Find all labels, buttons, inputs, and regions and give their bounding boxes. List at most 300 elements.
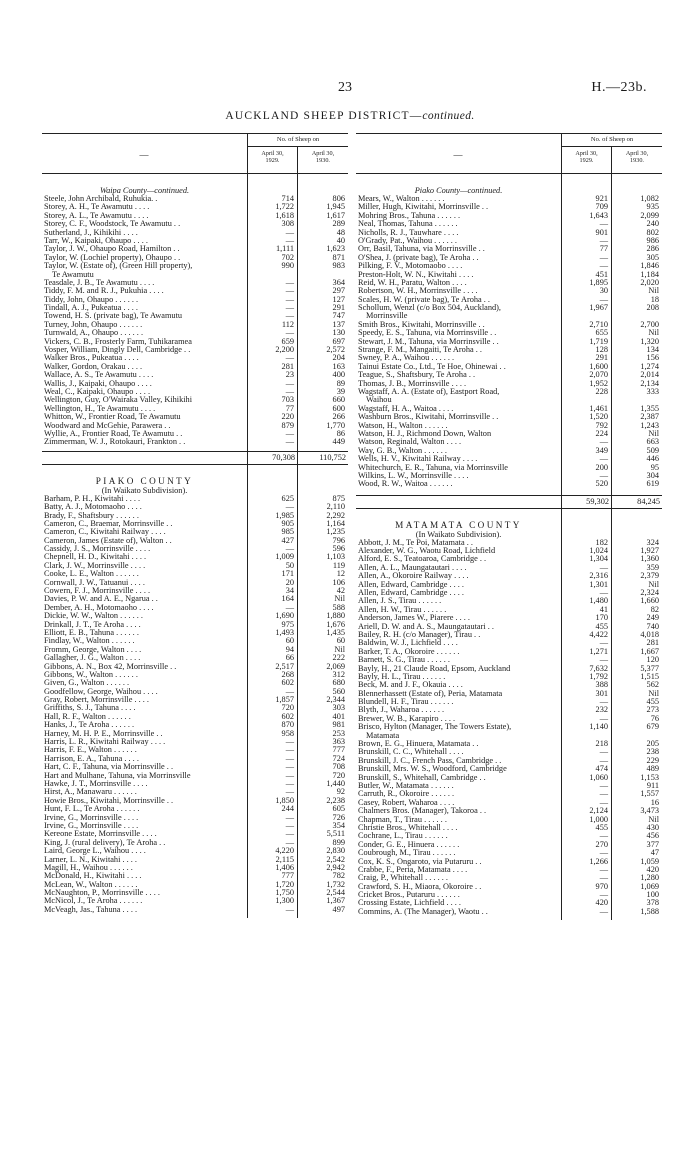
table-row xyxy=(42,321,348,329)
table-row xyxy=(356,363,662,371)
owner-name: Brunskill, C. C., Whitehall . . . . xyxy=(358,748,464,757)
sheep-1929: 901 xyxy=(595,227,608,237)
sheep-1929: 659 xyxy=(281,336,294,346)
owner-name: Wood, R. W., Waitoa . . . . . . xyxy=(358,480,453,489)
sheep-1929: — xyxy=(285,686,294,696)
table-row xyxy=(356,589,662,597)
owner-name: Davies, P. W. and A. E., Ngarua . . xyxy=(44,595,158,604)
sheep-count-label: No. of Sheep on xyxy=(561,134,662,147)
owner-name: Howie Bros., Kiwitahi, Morrinsville . . xyxy=(44,796,174,805)
sheep-1930: 204 xyxy=(332,353,345,363)
table-row xyxy=(42,562,348,570)
sheep-1929: — xyxy=(599,562,608,572)
sheep-1929: 625 xyxy=(281,493,294,503)
table-row xyxy=(356,748,662,756)
sheep-1929: 1,304 xyxy=(589,554,608,564)
table-row xyxy=(42,545,348,553)
owner-name: Cameron, James (Estate of), Walton . . xyxy=(44,536,172,545)
owner-name: Irvine, G., Morrinsville . . . . xyxy=(44,821,139,830)
sheep-1929: 232 xyxy=(595,705,608,715)
sheep-1929: — xyxy=(599,781,608,790)
column-header xyxy=(356,133,662,174)
table-row xyxy=(356,824,662,832)
owner-name: Cricket Bros., Putaruru . . . . . . xyxy=(358,891,460,900)
sheep-1930: 1,355 xyxy=(640,403,659,413)
table-row xyxy=(356,757,662,765)
sheep-1930: 240 xyxy=(646,219,659,229)
sheep-1929: 1,952 xyxy=(589,378,608,388)
sheep-1930: 708 xyxy=(332,762,345,772)
sheep-1929: 1,271 xyxy=(589,646,608,656)
owner-name: Hart and Mulhane, Tahuna, via Morrinsville xyxy=(44,771,191,780)
table-row xyxy=(356,388,662,396)
header-dash: — xyxy=(453,150,463,160)
sheep-1930: 489 xyxy=(646,764,659,774)
sheep-1930: 782 xyxy=(332,871,345,881)
owner-name: Brown, E. G., Hinuera, Matamata . . xyxy=(358,740,479,749)
sheep-1929: 94 xyxy=(285,644,294,654)
owner-name: Chapman, T., Tirau . . . . . . xyxy=(358,815,447,824)
sheep-1930: 2,099 xyxy=(640,210,659,220)
owner-name: Goodfellow, George, Waihou . . . . xyxy=(44,687,158,696)
sheep-1930: 281 xyxy=(646,638,659,648)
sheep-1929: 170 xyxy=(595,613,608,623)
table-row xyxy=(42,245,348,253)
sheep-1929: — xyxy=(285,502,294,512)
sheep-1930: 1,927 xyxy=(640,546,659,556)
table-row xyxy=(356,782,662,790)
table-row xyxy=(42,220,348,228)
table-row xyxy=(356,203,662,211)
sheep-1929: 1,024 xyxy=(589,546,608,556)
sheep-1929: — xyxy=(285,277,294,287)
sheep-1930: 297 xyxy=(332,286,345,296)
table-row xyxy=(42,822,348,830)
owner-name: Carruth, R., Okoroire . . . . . . xyxy=(358,790,455,799)
sheep-1929: 1,750 xyxy=(275,888,294,898)
owner-name: Reid, W. H., Paratu, Walton . . . . xyxy=(358,278,467,287)
sheep-1929: — xyxy=(599,294,608,304)
sheep-1930: 2,014 xyxy=(640,370,659,380)
table-row xyxy=(356,673,662,681)
table-row xyxy=(356,874,662,882)
table-row xyxy=(42,262,348,270)
owner-name: Brunskill, Mrs. W. S., Woodford, Cambridge xyxy=(358,765,507,774)
sheep-1930: 1,082 xyxy=(640,194,659,203)
sheep-1929: 60 xyxy=(285,636,294,646)
sheep-1930: 92 xyxy=(336,787,345,797)
owner-name: Walker, Gordon, Orakau . . . . xyxy=(44,362,143,371)
year-1930-label: April 30, 1930. xyxy=(611,147,662,173)
owner-name: Whitechurch, E. R., Tahuna, via Morrinsville xyxy=(358,463,508,472)
sheep-1929: — xyxy=(599,831,608,841)
sheep-1930: Nil xyxy=(648,688,659,698)
sheep-1929: 602 xyxy=(281,678,294,688)
section-heading: Piako County—continued. xyxy=(414,186,503,195)
piako-continued-rows xyxy=(356,195,662,489)
sheep-1930: 363 xyxy=(332,737,345,747)
sheep-1929: — xyxy=(599,797,608,807)
table-row xyxy=(356,229,662,237)
sheep-1930: 1,320 xyxy=(640,336,659,346)
sheep-1930: Nil xyxy=(648,286,659,296)
owner-name: Wells, H. V., Kiwitahi Railway . . . . xyxy=(358,455,478,464)
sheep-1929: 4,422 xyxy=(589,629,608,639)
table-row xyxy=(356,212,662,220)
owner-name: King, J. (rural delivery), Te Aroha . . xyxy=(44,838,166,847)
sheep-1930: 3,473 xyxy=(640,806,659,816)
sheep-1929: 182 xyxy=(595,537,608,547)
owner-name: Batty, A. J., Motomaoho . . . . xyxy=(44,503,142,512)
sheep-1930: 47 xyxy=(650,848,659,858)
sheep-1930: Nil xyxy=(648,579,659,589)
owner-name: Cameron, C., Kiwitahi Railway . . . . xyxy=(44,528,166,537)
sheep-1929: 420 xyxy=(595,898,608,908)
sheep-1930: 238 xyxy=(646,747,659,757)
sheep-1929: 220 xyxy=(281,412,294,422)
sheep-1929: — xyxy=(285,904,294,914)
table-row xyxy=(356,597,662,605)
sheep-1930: 364 xyxy=(332,277,345,287)
sheep-1929: 455 xyxy=(595,822,608,832)
sheep-1929: — xyxy=(285,227,294,237)
total-1929: 70,308 xyxy=(272,452,295,462)
sheep-1930: 981 xyxy=(332,720,345,730)
owner-name: Alexander, W. G., Waotu Road, Lichfield xyxy=(358,547,496,556)
owner-name: Taylor, W. (Estate of), (Green Hill property), xyxy=(44,262,193,271)
table-row xyxy=(356,338,662,346)
sheep-1929: — xyxy=(285,829,294,839)
sheep-1930: 208 xyxy=(646,303,659,313)
sheep-1929: 2,124 xyxy=(589,806,608,816)
sheep-1929: 224 xyxy=(595,428,608,438)
sheep-1930: 596 xyxy=(332,544,345,554)
owner-name: Turney, John, Ohaupo . . . . . . xyxy=(44,320,143,329)
owner-name: Irvine, G., Morrinsville . . . . xyxy=(44,813,139,822)
sheep-1930: 680 xyxy=(332,678,345,688)
sheep-1929: 2,115 xyxy=(275,854,294,864)
table-row-continuation xyxy=(42,271,348,279)
sheep-1930: 18 xyxy=(650,294,659,304)
owner-name: Kereone Estate, Morrinsville . . . . xyxy=(44,830,157,839)
sheep-1930: 324 xyxy=(646,537,659,547)
sheep-1930: 619 xyxy=(646,479,659,489)
sheep-1930: 560 xyxy=(332,686,345,696)
table-row xyxy=(42,380,348,388)
table-row xyxy=(356,631,662,639)
table-row xyxy=(356,262,662,270)
table-row xyxy=(42,814,348,822)
table-row xyxy=(42,329,348,337)
owner-name: Walker Bros., Pukeatua . . . . xyxy=(44,354,139,363)
owner-name: McVeagh, Jas., Tahuna . . . . xyxy=(44,905,138,914)
sheep-1930: 378 xyxy=(646,898,659,908)
table-row xyxy=(42,430,348,438)
sheep-1930: 2,542 xyxy=(326,854,345,864)
table-row xyxy=(42,405,348,413)
sheep-1930: 2,292 xyxy=(326,510,345,520)
owner-name: Swney, P. A., Waihou . . . . . . xyxy=(358,354,455,363)
sheep-1930: 2,379 xyxy=(640,571,659,581)
table-row xyxy=(42,629,348,637)
owner-name: Cowern, F. J., Morrinsville . . . . xyxy=(44,587,151,596)
owner-name: Griffiths, S. J., Tahuna . . . . xyxy=(44,704,136,713)
table-row xyxy=(356,891,662,899)
sheep-1930: 455 xyxy=(646,697,659,707)
table-row xyxy=(356,706,662,714)
table-row xyxy=(42,755,348,763)
table-row xyxy=(356,195,662,203)
table-row xyxy=(42,396,348,404)
sheep-1930: Nil xyxy=(648,814,659,824)
sheep-1929: 777 xyxy=(281,871,294,881)
table-row xyxy=(356,564,662,572)
sheep-1930: 286 xyxy=(646,244,659,254)
table-row xyxy=(356,648,662,656)
sheep-1930: 1,557 xyxy=(640,789,659,799)
sheep-1929: 1,406 xyxy=(275,862,294,872)
owner-name: Commins, A. (The Manager), Waotu . . xyxy=(358,907,488,916)
table-row xyxy=(356,413,662,421)
table-row xyxy=(356,555,662,563)
sheep-1929: — xyxy=(285,311,294,321)
sheep-1929: 1,618 xyxy=(275,210,294,220)
owner-name: Mears, W., Walton . . . . . . xyxy=(358,195,445,203)
sheep-1930: 1,235 xyxy=(326,527,345,537)
sheep-1930: 377 xyxy=(646,839,659,849)
sheep-1929: 1,967 xyxy=(589,303,608,313)
owner-name: Brunskill, J. C., French Pass, Cambridge . . xyxy=(358,756,502,765)
year-1929-label: April 30, 1929. xyxy=(561,147,611,173)
table-row xyxy=(356,287,662,295)
owner-name: Dember, A. H., Motomaoho . . . . xyxy=(44,603,154,612)
sheep-1929: 388 xyxy=(595,680,608,690)
sheep-1930: 134 xyxy=(646,345,659,355)
table-row xyxy=(42,520,348,528)
sheep-1929: 985 xyxy=(281,527,294,537)
sheep-1929: 1,493 xyxy=(275,627,294,637)
waipa-section xyxy=(42,174,348,451)
sheep-1929: — xyxy=(599,252,608,262)
sheep-1930: 304 xyxy=(646,470,659,480)
sheep-1929: 301 xyxy=(595,688,608,698)
owner-name: Hunt, F. L., Te Aroha . . . . . . xyxy=(44,805,140,814)
owner-name: McNaughton, P., Morrinsville . . . . xyxy=(44,889,160,898)
sheep-1930: 312 xyxy=(332,669,345,679)
table-row xyxy=(356,740,662,748)
table-row xyxy=(42,688,348,696)
owner-name: Morrinsville xyxy=(366,312,408,321)
sheep-1930: 1,770 xyxy=(326,420,345,430)
sheep-1930: 120 xyxy=(646,655,659,665)
table-row xyxy=(356,430,662,438)
sheep-1930: 1,440 xyxy=(326,779,345,788)
table-row xyxy=(356,690,662,698)
table-row xyxy=(42,856,348,864)
sheep-1929: 268 xyxy=(281,669,294,679)
sheep-1929: — xyxy=(599,454,608,464)
owner-name: Cameron, C., Braemar, Morrinsville . . xyxy=(44,519,173,528)
sheep-1930: 1,103 xyxy=(326,552,345,562)
owner-name: Bailey, R. H. (c/o Manager), Tirau . . xyxy=(358,630,481,639)
sheep-1930: 1,164 xyxy=(326,518,345,528)
owner-name: O'Grady, Pat., Waihou . . . . . . xyxy=(358,236,457,245)
owner-name: Allen, H. W., Tirau . . . . . . xyxy=(358,605,447,614)
sheep-1929: — xyxy=(599,697,608,707)
sheep-1930: 720 xyxy=(332,770,345,780)
sheep-1929: 474 xyxy=(595,764,608,774)
owner-name: Drinkall, J. T., Te Aroha . . . . xyxy=(44,620,141,629)
sheep-1930: 2,238 xyxy=(326,795,345,805)
table-row xyxy=(42,621,348,629)
owner-name: McDonald, H., Kiwitahi . . . . xyxy=(44,872,142,881)
owner-name: Cassidy, J. S., Morrinsville . . . . xyxy=(44,545,151,554)
sheep-1930: 5,511 xyxy=(326,829,345,839)
owner-name: Bayly, H. L., Tirau . . . . . . xyxy=(358,672,446,681)
owner-name: Allen, A. L., Maungatautari . . . . xyxy=(358,563,467,572)
sheep-1930: 911 xyxy=(646,781,659,790)
sheep-1930: 12 xyxy=(336,569,345,579)
owner-name: Christie Bros., Whitehall . . . . xyxy=(358,823,458,832)
owner-name: Conder, G. E., Hinuera . . . . . . xyxy=(358,840,460,849)
sheep-1930: 16 xyxy=(650,797,659,807)
sheep-1930: 106 xyxy=(332,577,345,587)
sheep-1929: — xyxy=(599,873,608,883)
sheep-1930: 1,069 xyxy=(640,881,659,891)
owner-name: Alford, E. S., Teatoaroa, Cambridge . . xyxy=(358,555,487,564)
sheep-1930: 1,274 xyxy=(640,361,659,371)
table-row xyxy=(356,304,662,312)
owner-name: Pilking, F. V., Motomaobo . . . . xyxy=(358,262,463,271)
table-row xyxy=(356,447,662,455)
sheep-1929: — xyxy=(285,602,294,612)
sheep-1929: 50 xyxy=(285,560,294,570)
sheep-1930: 82 xyxy=(650,604,659,614)
owner-name: Gibbons, W., Walton . . . . . . xyxy=(44,670,138,679)
owner-name: Taylor, W. (Lochiel property), Ohaupo . . xyxy=(44,253,181,262)
sheep-1930: 420 xyxy=(646,864,659,874)
owner-name: Whitton, W., Frontier Road, Te Awamutu xyxy=(44,413,181,422)
table-row xyxy=(356,296,662,304)
owner-name: Wallace, A. S., Te Awamutu . . . . xyxy=(44,371,154,380)
sheep-1930: 2,324 xyxy=(640,588,659,598)
sheep-1929: 171 xyxy=(281,569,294,579)
owner-name: Gallagher, J. G., Walton . . . . xyxy=(44,654,141,663)
year-1930-label: April 30, 1930. xyxy=(297,147,348,173)
sheep-1929: 905 xyxy=(281,518,294,528)
owner-name: Laird, George L., Waihou . . . . xyxy=(44,847,146,856)
sheep-1930: 289 xyxy=(332,219,345,229)
total-1929: 59,302 xyxy=(586,496,609,506)
table-row xyxy=(42,503,348,511)
owner-name: Harrison, E. A., Tahuna . . . . xyxy=(44,754,139,763)
owner-name: Allen, A., Okoroire Railway . . . . xyxy=(358,572,469,581)
sheep-1930: 303 xyxy=(332,703,345,713)
sheep-1929: — xyxy=(599,235,608,245)
table-row xyxy=(356,899,662,907)
sheep-1930: 137 xyxy=(332,319,345,329)
owner-name: Taylor, J. W., Ohaupo Road, Hamilton . . xyxy=(44,245,180,254)
sheep-1930: 5,377 xyxy=(640,663,659,673)
owner-name: Thomas, J. B., Morrinsville . . . . xyxy=(358,379,467,388)
owner-name: Barnett, S. G., Tirau . . . . . . xyxy=(358,656,450,665)
sheep-1929: 7,632 xyxy=(589,663,608,673)
owner-name: Chalmers Bros. (Manager), Takoroa . . xyxy=(358,807,487,816)
sheep-1930: 163 xyxy=(332,361,345,371)
sheep-1930: 1,660 xyxy=(640,596,659,606)
sheep-1929: 1,000 xyxy=(589,814,608,824)
sheep-1930: 605 xyxy=(332,804,345,814)
section-heading: Waipa County—continued. xyxy=(99,186,190,195)
owner-name: Wellington, H., Te Awamutu . . . . xyxy=(44,404,156,413)
sheep-1930: 446 xyxy=(646,454,659,464)
sheep-1929: 1,520 xyxy=(589,412,608,422)
sheep-1929: 792 xyxy=(595,420,608,430)
sheep-1929: 1,720 xyxy=(275,879,294,889)
sheep-1930: 76 xyxy=(650,713,659,723)
sheep-1929: 714 xyxy=(281,194,294,203)
sheep-1929: 112 xyxy=(281,319,294,329)
sheep-1929: — xyxy=(599,713,608,723)
sheep-1929: 1,480 xyxy=(589,596,608,606)
sheep-1930: 935 xyxy=(646,202,659,212)
piako-rows xyxy=(42,495,348,915)
table-row xyxy=(356,237,662,245)
owner-name: Wilkins, L. W., Morrinsville . . . . xyxy=(358,471,469,480)
owner-name: Vosper, William, Dingly Dell, Cambridge . . xyxy=(44,346,191,355)
sheep-1930: 2,942 xyxy=(326,862,345,872)
sheep-1930: 89 xyxy=(336,378,345,388)
table-row xyxy=(356,614,662,622)
sheep-1929: 23 xyxy=(285,370,294,380)
sheep-1929: 41 xyxy=(599,604,608,614)
table-row xyxy=(356,606,662,614)
sheep-1929: — xyxy=(599,747,608,757)
sheep-1930: 724 xyxy=(332,753,345,763)
sheep-1929: 870 xyxy=(281,720,294,730)
table-row xyxy=(356,547,662,555)
sheep-1930: 401 xyxy=(332,711,345,721)
sheep-1930: 899 xyxy=(332,837,345,847)
table-row xyxy=(42,730,348,738)
sheep-1930: 60 xyxy=(336,636,345,646)
owner-name: Crabbe, F., Peria, Matamata . . . . xyxy=(358,865,468,874)
sheep-1929: — xyxy=(285,737,294,747)
sheep-1929: 1,461 xyxy=(589,403,608,413)
table-row xyxy=(356,254,662,262)
left-column xyxy=(42,133,348,918)
owner-name: Baldwin, W. J., Lichfield . . . . xyxy=(358,639,458,648)
table-row xyxy=(42,604,348,612)
sheep-1930: 1,184 xyxy=(640,269,659,279)
page-header xyxy=(0,80,700,100)
owner-name: Hart, C. F., Tahuna, via Morrinsville . . xyxy=(44,763,174,772)
sheep-1929: — xyxy=(599,906,608,916)
sheep-1929: 200 xyxy=(595,462,608,472)
table-row xyxy=(42,287,348,295)
sheep-1930: 86 xyxy=(336,428,345,438)
sheep-1930: 2,110 xyxy=(326,502,345,512)
sheep-1930: 1,667 xyxy=(640,646,659,656)
piako-total xyxy=(356,495,662,509)
owner-name: Harney, M. H. P. E., Morrinsville . . xyxy=(44,729,163,738)
table-row xyxy=(356,858,662,866)
owner-name: Miller, Hugh, Kiwitahi, Morrinsville . . xyxy=(358,203,489,212)
owner-name: Watson, Reginald, Walton . . . . xyxy=(358,438,462,447)
sheep-1929: 720 xyxy=(281,703,294,713)
owner-name: Steele, John Archibald, Ruhukia. . xyxy=(44,195,158,203)
sheep-1930: 777 xyxy=(332,745,345,755)
